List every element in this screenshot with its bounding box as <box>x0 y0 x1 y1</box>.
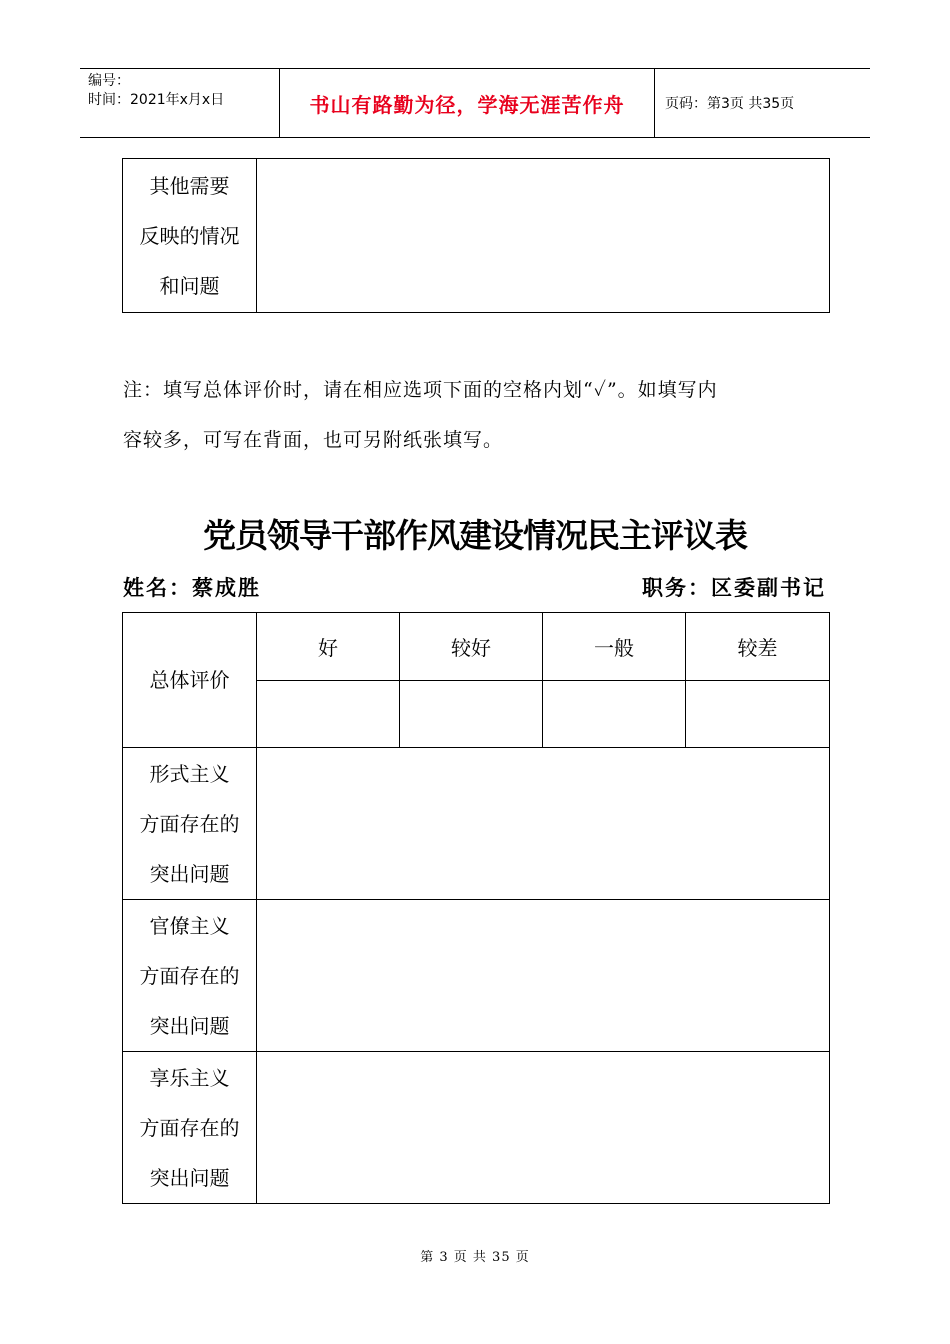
fill-instructions <box>123 365 838 465</box>
label-line: 方面存在的 <box>139 963 240 988</box>
label-line: 方面存在的 <box>139 1115 240 1140</box>
evaluation-table <box>122 612 830 1204</box>
rating-poor-checkbox[interactable] <box>686 681 830 748</box>
position-label: 职务： <box>642 576 711 600</box>
name-value: 蔡成胜 <box>192 576 261 600</box>
position-field <box>642 572 826 602</box>
header-motto: 书山有路勤为径，学海无涯苦作舟 <box>280 69 655 137</box>
rating-good-checkbox[interactable] <box>257 681 400 748</box>
name-label: 姓名： <box>123 576 192 600</box>
rating-fairly-good-header: 较好 <box>400 613 543 681</box>
label-line: 突出问题 <box>149 1013 230 1038</box>
hedonism-label <box>123 1052 257 1204</box>
continued-table <box>122 158 830 313</box>
rating-fairly-good-checkbox[interactable] <box>400 681 543 748</box>
formalism-label <box>123 748 257 900</box>
bureaucratism-field[interactable] <box>257 900 830 1052</box>
position-value: 区委副书记 <box>711 576 826 600</box>
other-issues-label <box>123 159 257 313</box>
label-line: 反映的情况 <box>139 223 240 248</box>
bureaucratism-label <box>123 900 257 1052</box>
label-line: 突出问题 <box>149 1165 230 1190</box>
label-line: 突出问题 <box>149 861 230 886</box>
name-field <box>123 572 261 602</box>
header-meta <box>80 69 280 137</box>
label-line: 享乐主义 <box>149 1065 230 1090</box>
page-header <box>80 68 870 138</box>
label-line: 形式主义 <box>149 761 230 786</box>
formalism-field[interactable] <box>257 748 830 900</box>
rating-good-header: 好 <box>257 613 400 681</box>
note-line: 注：填写总体评价时，请在相应选项下面的空格内划“✓”。如填写内 <box>123 379 718 401</box>
label-line: 官僚主义 <box>149 913 230 938</box>
page-footer: 第 3 页 共 35 页 <box>420 1250 530 1265</box>
header-page-number: 页码：第3页 共35页 <box>665 96 795 112</box>
hedonism-field[interactable] <box>257 1052 830 1204</box>
overall-evaluation-label: 总体评价 <box>123 613 257 748</box>
label-line: 其他需要 <box>149 173 230 198</box>
note-line: 容较多，可写在背面，也可另附纸张填写。 <box>123 429 504 451</box>
document-date: 时间：2021年x月x日 <box>88 92 225 108</box>
label-line: 和问题 <box>159 273 220 298</box>
document-number-label: 编号： <box>88 73 130 89</box>
rating-average-checkbox[interactable] <box>543 681 686 748</box>
form-title: 党员领导干部作风建设情况民主评议表 <box>203 516 747 555</box>
label-line: 方面存在的 <box>139 811 240 836</box>
other-issues-field[interactable] <box>257 159 830 313</box>
rating-poor-header: 较差 <box>686 613 830 681</box>
rating-average-header: 一般 <box>543 613 686 681</box>
